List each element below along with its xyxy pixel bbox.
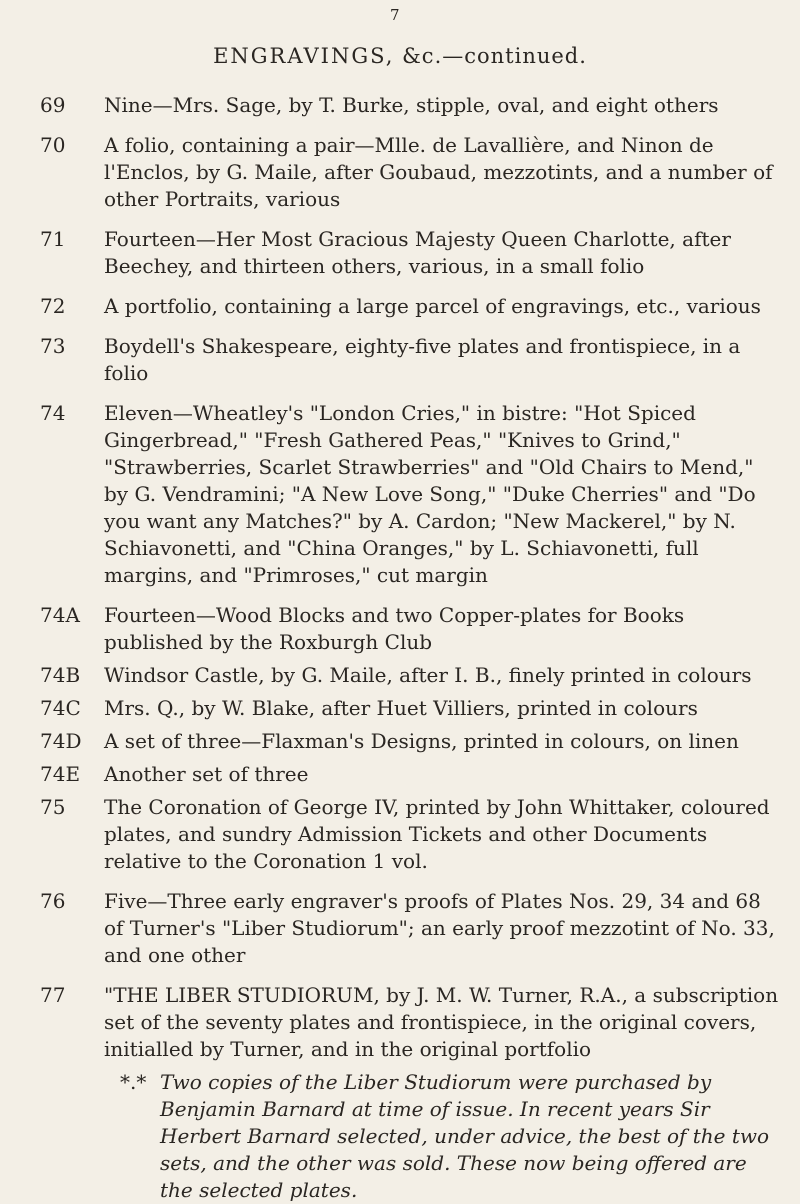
lot-item [40,92,780,119]
lot-item [40,761,780,788]
lot-number: 72 [40,294,66,318]
lot-number: 74B [40,663,81,687]
lot-item [40,982,780,1063]
lot-description: Mrs. Q., by W. Blake, after Huet Villiers, printed in colours [104,696,698,720]
page-number: 7 [390,6,400,24]
lot-item [40,400,780,589]
lot-description: Windsor Castle, by G. Maile, after I. B., finely printed in colours [104,663,752,687]
lot-description: Another set of three [104,762,309,786]
lot-item [40,728,780,755]
lot-number: 73 [40,334,66,358]
lot-number: 77 [40,983,66,1007]
lot-number: 74 [40,401,66,425]
lot-item [40,695,780,722]
lot-number: 71 [40,227,66,251]
footnote [40,1069,780,1204]
lot-description: Fourteen—Wood Blocks and two Copper-plates for Books published by the Roxburgh Club [104,603,685,654]
lot-item [40,132,780,213]
lot-description: Eleven—Wheatley's "London Cries," in bistre: "Hot Spiced Gingerbread," "Fresh Gathered Peas," "Knives to Grind," "Strawberries, Scarlet Strawberries" and "Old Chairs to Mend," by G. Vendramini; "A New Love Song," "Duke Cherries" and "Do you want any Matches?" by A. Cardon; "New Mackerel," by N. Schiavonetti, and "China Oranges," by L. Schiavonetti, full margins, and "Primroses," cut margin [104,401,756,587]
heading-main: ENGRAVINGS, [213,44,395,68]
lot-description: "THE LIBER STUDIORUM, by J. M. W. Turner, R.A., a subscription set of the seventy plates and frontispiece, in the original covers, initialled by Turner, and in the original portfolio [104,983,779,1061]
lot-number: 74E [40,762,81,786]
lot-item [40,662,780,689]
lot-number: 74D [40,729,82,753]
lot-item [40,888,780,969]
lot-description: Fourteen—Her Most Gracious Majesty Queen Charlotte, after Beechey, and thirteen others, various, in a small folio [104,227,731,278]
lot-description: Boydell's Shakespeare, eighty-five plates and frontispiece, in a folio [104,334,741,385]
lot-description: A folio, containing a pair—Mlle. de Lavallière, and Ninon de l'Enclos, by G. Maile, after Goubaud, mezzotints, and a number of other Portraits, various [104,133,773,211]
lot-number: 69 [40,93,66,117]
lot-number: 76 [40,889,66,913]
lot-description: Nine—Mrs. Sage, by T. Burke, stipple, oval, and eight others [104,93,719,117]
lot-list [40,92,780,1204]
lot-description: The Coronation of George IV, printed by John Whittaker, coloured plates, and sundry Admission Tickets and other Documents relative to the Coronation 1 vol. [104,795,770,873]
lot-number: 74C [40,696,81,720]
lot-item [40,226,780,280]
lot-number: 74A [40,603,80,627]
heading-sub: &c.—continued. [402,44,587,68]
lot-item [40,293,780,320]
lot-item [40,794,780,875]
lot-description: Five—Three early engraver's proofs of Plates Nos. 29, 34 and 68 of Turner's "Liber Studiorum"; an early proof mezzotint of No. 33, and one other [104,889,775,967]
lot-item [40,333,780,387]
lot-number: 70 [40,133,66,157]
lot-description: A set of three—Flaxman's Designs, printed in colours, on linen [104,729,739,753]
lot-description: A portfolio, containing a large parcel of engravings, etc., various [104,294,761,318]
footnote-mark: *.* [120,1070,147,1094]
lot-number: 75 [40,795,66,819]
section-heading [0,44,800,68]
lot-item [40,602,780,656]
footnote-text: Two copies of the Liber Studiorum were purchased by Benjamin Barnard at time of issue. In recent years Sir Herbert Barnard selected, under advice, the best of the two sets, and the other was sold. These now being offered are the selected plates. [160,1070,770,1202]
